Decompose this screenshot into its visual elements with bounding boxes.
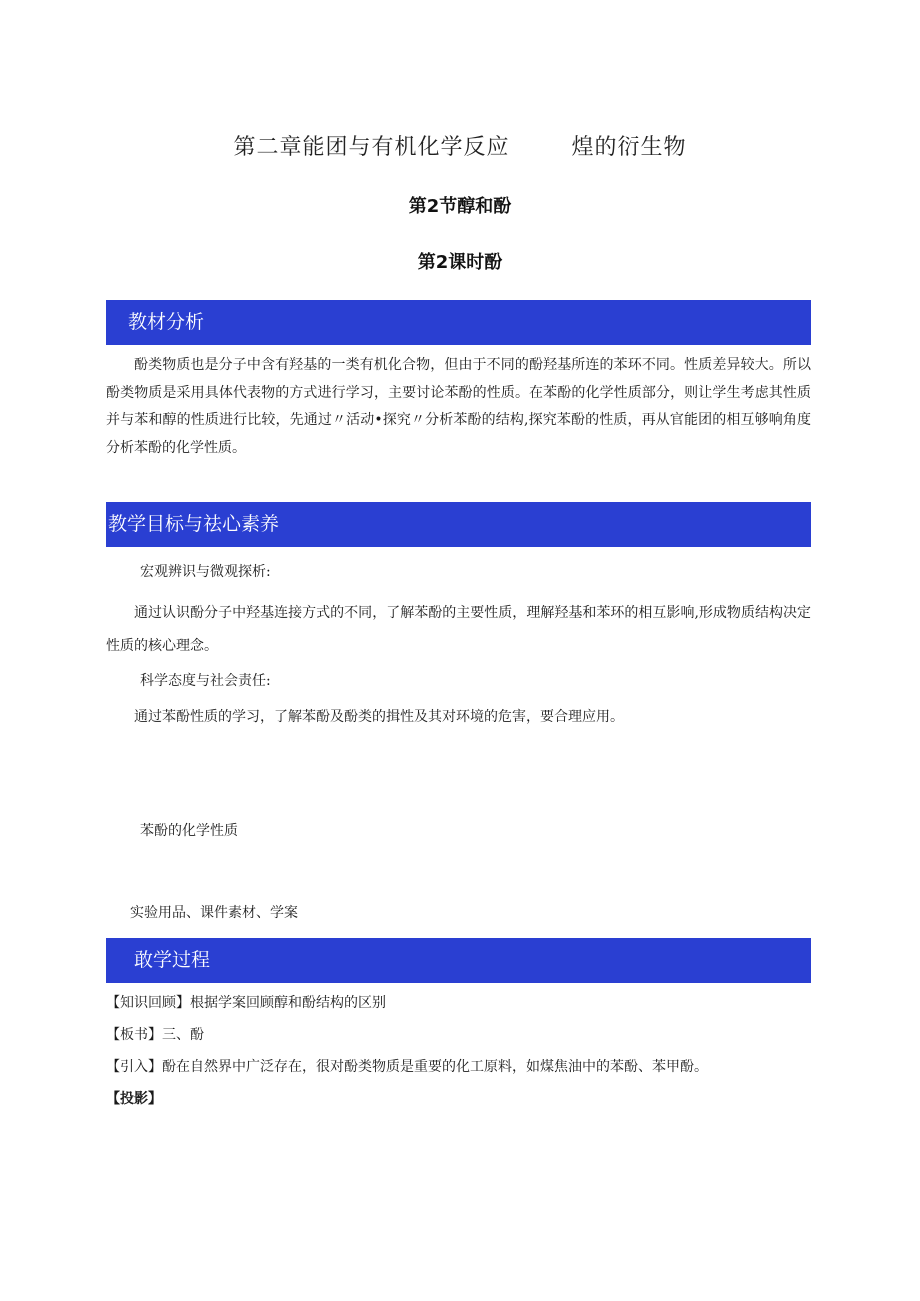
goals-heading: 教学目标与祛心素养: [108, 513, 280, 535]
analysis-heading-bar: [106, 300, 811, 345]
process-line-review: 【知识回顾】根据学案回顾醇和酚结构的区别: [106, 995, 386, 1011]
section-title: 第2节醇和酚: [408, 196, 512, 217]
materials-text: 实验用品、课件素材、学案: [130, 905, 298, 921]
process-line-projection: 【投影】: [106, 1091, 162, 1107]
key-point-text: 苯酚的化学性质: [140, 823, 238, 839]
goal-2-text: 通过苯酚性质的学习，了解苯酚及酚类的揖性及其对环境的危害，要合理应用。: [134, 709, 624, 725]
process-line-intro: 【引入】酚在自然界中广泛存在，很对酚类物质是重要的化工原料，如煤焦油中的苯酚、苯甲酚。: [106, 1059, 708, 1075]
process-heading-bar: [106, 938, 811, 983]
process-heading: 敢学过程: [134, 949, 211, 971]
goals-heading-bar: [106, 502, 811, 547]
goal-2-label: 科学态度与社会责任:: [140, 673, 271, 689]
chapter-title-tail: 煌的衍生物: [571, 135, 687, 160]
process-line-board: 【板书】三、酚: [106, 1027, 204, 1043]
chapter-title-main: 第二章能团与有机化学反应: [233, 135, 510, 160]
chapter-title: [0, 130, 920, 161]
lesson-title: 第2课时酚: [417, 252, 503, 273]
analysis-paragraph: 酚类物质也是分子中含有羟基的一类有机化合物，但由于不同的酚羟基所连的苯环不同。性质差异较大。所以酚类物质是采用具体代表物的方式进行学习，主要讨论苯酚的性质。在苯酚的化学性质部分，则让学生考虑其性质并与苯和醇的性质进行比较，先通过〃活动•探究〃分析苯酚的结构,探究苯酚的性质，再从官能团的相互够响角度分析苯酚的化学性质。: [106, 357, 811, 456]
goal-1-label: 宏观辨识与微观探析:: [140, 564, 271, 580]
analysis-heading: 教材分析: [128, 311, 205, 333]
goal-1-text: 通过认识酚分子中羟基连接方式的不同，了解苯酚的主要性质，理解羟基和苯环的相互影响,形成物质结构决定性质的核心理念。: [106, 605, 811, 654]
